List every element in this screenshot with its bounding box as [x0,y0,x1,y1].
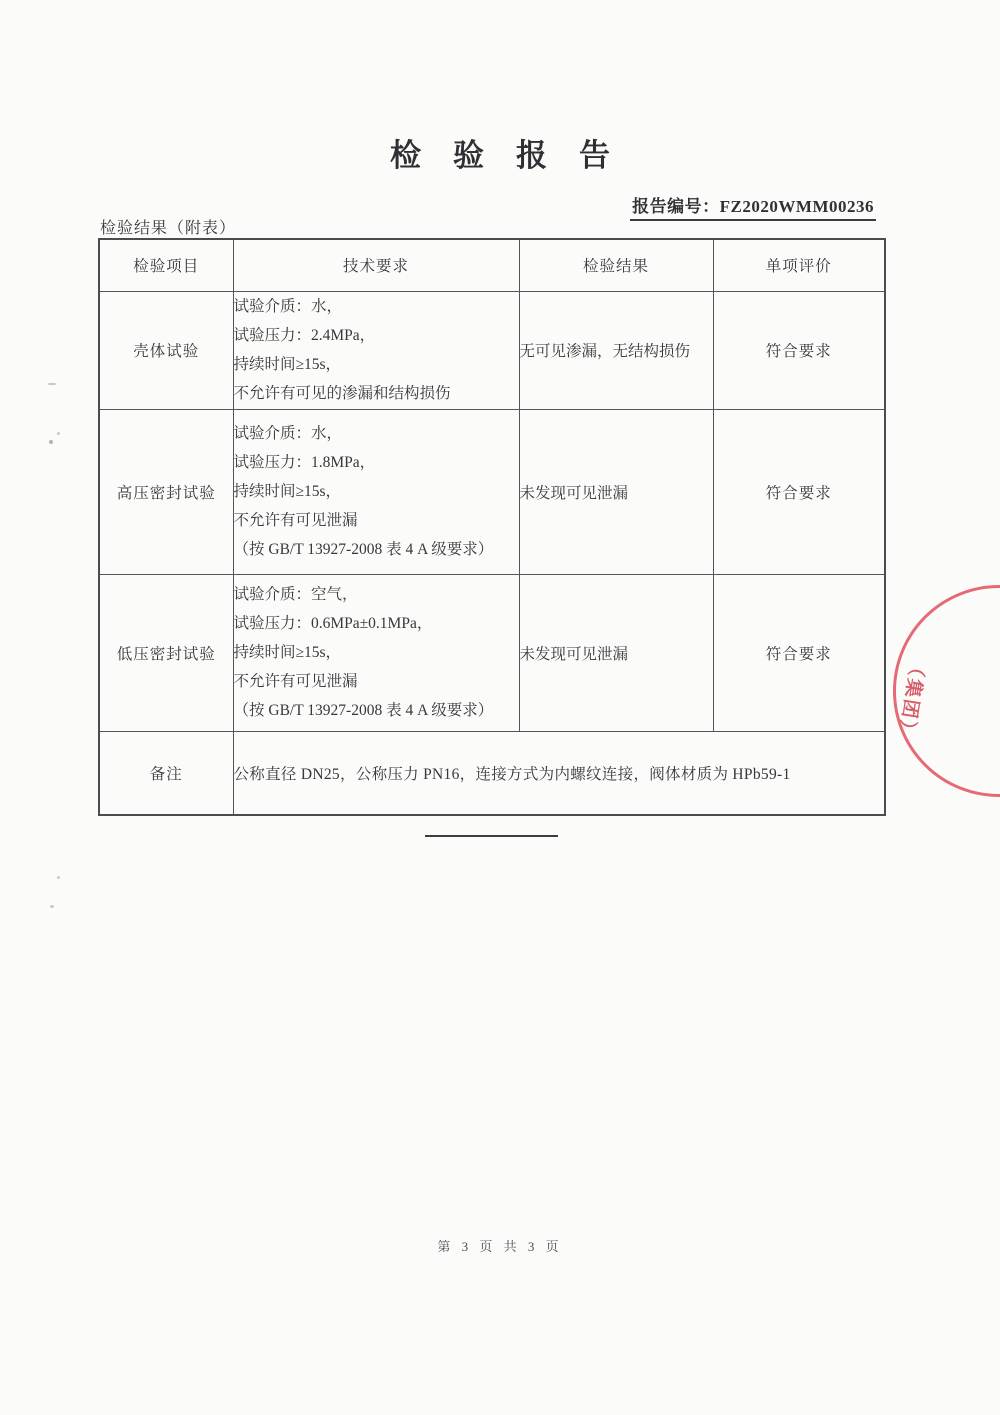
table-header-row [99,239,885,291]
evaluation-cell: 符合要求 [713,574,885,731]
table-row-low-pressure-seal-test [99,574,885,731]
requirement-line: 不允许有可见泄漏 [233,512,358,529]
evaluation-cell: 符合要求 [713,409,885,574]
page-title: 检验报告 [390,138,642,173]
signature-line [425,835,558,837]
table-row-shell-test [99,291,885,409]
scan-speck [57,876,60,879]
requirements-cell [233,574,519,731]
requirement-line: 试验介质：水， [233,425,343,442]
scan-speck [50,905,54,908]
red-stamp-text: （集团） [894,656,928,743]
col-header-evaluation: 单项评价 [713,239,885,291]
remark-label-cell: 备注 [99,731,233,815]
requirement-line: （按 GB/T 13927-2008 表 4 A 级要求） [233,702,494,719]
scan-speck [57,432,60,435]
col-header-result: 检验结果 [519,239,713,291]
result-cell: 无可见渗漏，无结构损伤 [519,291,713,409]
col-header-item: 检验项目 [99,239,233,291]
page-footer [0,1236,1000,1255]
requirement-line: 试验压力：2.4MPa， [233,327,376,344]
requirement-line: 不允许有可见泄漏 [233,673,358,690]
requirements-cell [233,291,519,409]
evaluation-cell: 符合要求 [713,291,885,409]
requirement-line: 试验压力：0.6MPa±0.1MPa， [233,615,433,632]
requirement-line: 试验介质：水， [233,298,343,315]
requirement-line: 持续时间≥15s， [233,356,342,373]
requirement-line: （按 GB/T 13927-2008 表 4 A 级要求） [233,541,494,558]
report-number [630,192,876,221]
report-number-value: FZ2020WMM00236 [719,197,874,216]
results-table [98,238,886,816]
requirement-line: 持续时间≥15s， [233,644,342,661]
requirement-line: 试验压力：1.8MPa， [233,454,376,471]
test-item-label: 低压密封试验 [99,574,233,731]
requirement-line: 不允许有可见的渗漏和结构损伤 [233,385,451,402]
page-number: 第 3 页 共 3 页 [437,1239,563,1254]
scan-speck [49,440,53,444]
result-cell: 未发现可见泄漏 [519,574,713,731]
scan-speck [48,383,56,385]
requirement-line: 持续时间≥15s， [233,483,342,500]
requirements-cell [233,409,519,574]
remark-row [99,731,885,815]
table-row-high-pressure-seal-test [99,409,885,574]
results-subtitle: 检验结果（附表） [100,220,237,237]
result-cell: 未发现可见泄漏 [519,409,713,574]
remark-content-cell: 公称直径 DN25，公称压力 PN16，连接方式为内螺纹连接，阀体材质为 HPb59-1 [233,731,885,815]
test-item-label: 壳体试验 [99,291,233,409]
report-number-label: 报告编号： [632,197,720,216]
col-header-requirements: 技术要求 [233,239,519,291]
test-item-label: 高压密封试验 [99,409,233,574]
requirement-line: 试验介质：空气， [233,586,358,603]
